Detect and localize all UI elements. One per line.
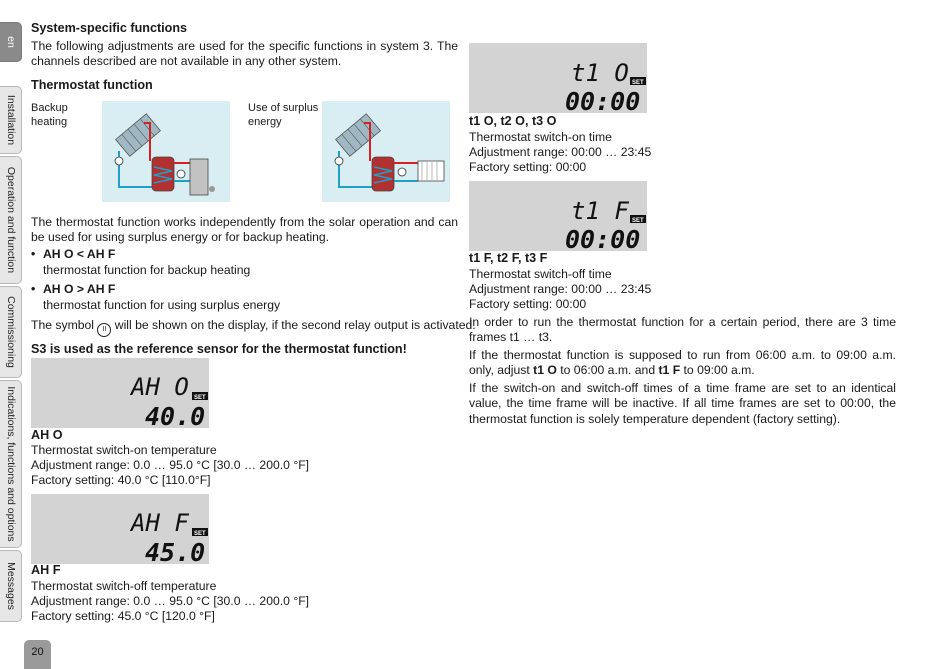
ah-o-line-2: Adjustment range: 0.0 … 95.0 °C [30.0 … 200.0 °F] [31, 458, 310, 472]
symbol-line [31, 318, 476, 337]
tab-operation[interactable] [0, 156, 22, 284]
page-number: 20 [24, 640, 51, 669]
example-t1-f: t1 F [658, 363, 681, 378]
example-text-1: If the thermostat function is supposed to run from 06:00 a.m. to 09:00 a.m. only, adjust [469, 348, 896, 378]
t-on-line-1: Thermostat switch-on time [469, 130, 612, 144]
tab-commissioning[interactable] [0, 286, 22, 378]
lcd-display-t1-o [469, 43, 647, 113]
lcd-ah-f-badge: SET [194, 531, 206, 537]
t-on-line-3: Factory setting: 00:00 [469, 160, 587, 174]
lcd-t1-o-value: 00:00 [565, 87, 641, 113]
symbol-line-pre: The symbol [31, 318, 94, 332]
bullet-dot-2: • [31, 282, 36, 296]
symbol-line-post: will be shown on the display, if the second relay output is activated. [114, 318, 476, 332]
lcd-t1-o-badge: SET [632, 80, 644, 86]
t-on-title: t1 O, t2 O, t3 O [469, 114, 557, 128]
tab-en[interactable] [0, 22, 22, 62]
tab-messages[interactable] [0, 550, 22, 622]
tab-messages-label: Messages [4, 562, 17, 610]
label-backup-heating: Backup heating [31, 102, 68, 128]
ah-f-line-3: Factory setting: 45.0 °C [120.0 °F] [31, 609, 215, 623]
lcd-t1-f-top: t1 F [571, 197, 629, 225]
intro-paragraph: The following adjustments are used for the specific functions in system 3. The channels described are not available in any other system. [31, 39, 458, 69]
inactive-frames-paragraph: If the switch-on and switch-off times of a time frame are set to an identical value, the time frame will be inactive. If all time frames are set to 00:00, the thermostat function is solely temperature dependent (factory setting). [469, 381, 896, 426]
lcd-ah-o-value: 40.0 [145, 402, 206, 428]
lcd-t1-f-badge: SET [632, 218, 644, 224]
t-on-line-2: Adjustment range: 00:00 … 23:45 [469, 145, 652, 159]
tab-indications-label: Indications, functions and options [4, 386, 17, 542]
bullet1-code: AH O < AH F [43, 247, 116, 261]
tab-indications[interactable] [0, 380, 22, 548]
tab-commissioning-label: Commissioning [4, 296, 17, 368]
relay-symbol-icon: II [97, 323, 111, 337]
heading-system-specific: System-specific functions [31, 21, 188, 35]
bullet1-desc: thermostat function for backup heating [43, 263, 251, 277]
tab-en-label: en [4, 36, 17, 48]
example-text-3: to 09:00 a.m. [683, 363, 755, 378]
ah-f-title: AH F [31, 563, 61, 577]
tab-installation[interactable] [0, 86, 22, 154]
ah-f-line-2: Adjustment range: 0.0 … 95.0 °C [30.0 … 200.0 °F] [31, 594, 310, 608]
t-off-line-1: Thermostat switch-off time [469, 267, 612, 281]
lcd-display-t1-f [469, 181, 647, 251]
example-paragraph [469, 348, 896, 379]
t-off-title: t1 F, t2 F, t3 F [469, 251, 548, 265]
backup-heating-diagram [102, 101, 230, 202]
example-text-2: to 06:00 a.m. and [560, 363, 656, 378]
s3-reference-note: S3 is used as the reference sensor for the thermostat function! [31, 342, 407, 356]
lcd-ah-o-top: AH O [131, 373, 189, 401]
label-surplus-energy: Use of surplus energy [248, 102, 319, 128]
example-t1-o: t1 O [533, 363, 557, 378]
lcd-ah-f-value: 45.0 [145, 538, 206, 564]
ah-o-title: AH O [31, 428, 63, 442]
bullet2-desc: thermostat function for using surplus energy [43, 298, 281, 312]
lcd-display-ah-o [31, 358, 209, 428]
ah-o-line-3: Factory setting: 40.0 °C [110.0°F] [31, 473, 211, 487]
time-frames-paragraph: In order to run the thermostat function for a certain period, there are 3 time frames t1 … t3. [469, 315, 896, 345]
heading-thermostat: Thermostat function [31, 78, 153, 92]
bullet-dot-1: • [31, 247, 36, 261]
lcd-display-ah-f [31, 494, 209, 564]
lcd-t1-f-value: 00:00 [565, 225, 641, 251]
ah-o-line-1: Thermostat switch-on temperature [31, 443, 217, 457]
ah-f-line-1: Thermostat switch-off temperature [31, 579, 217, 593]
tab-installation-label: Installation [4, 94, 17, 146]
t-off-line-3: Factory setting: 00:00 [469, 297, 587, 311]
lcd-ah-o-badge: SET [194, 395, 206, 401]
t-off-line-2: Adjustment range: 00:00 … 23:45 [469, 282, 652, 296]
tab-operation-label: Operation and function [4, 166, 17, 274]
surplus-energy-diagram [322, 101, 450, 202]
thermostat-description: The thermostat function works independently from the solar operation and can be used for using surplus energy or for backup heating. [31, 215, 458, 245]
lcd-t1-o-top: t1 O [571, 59, 629, 87]
bullet2-code: AH O > AH F [43, 282, 116, 296]
lcd-ah-f-top: AH F [131, 509, 189, 537]
